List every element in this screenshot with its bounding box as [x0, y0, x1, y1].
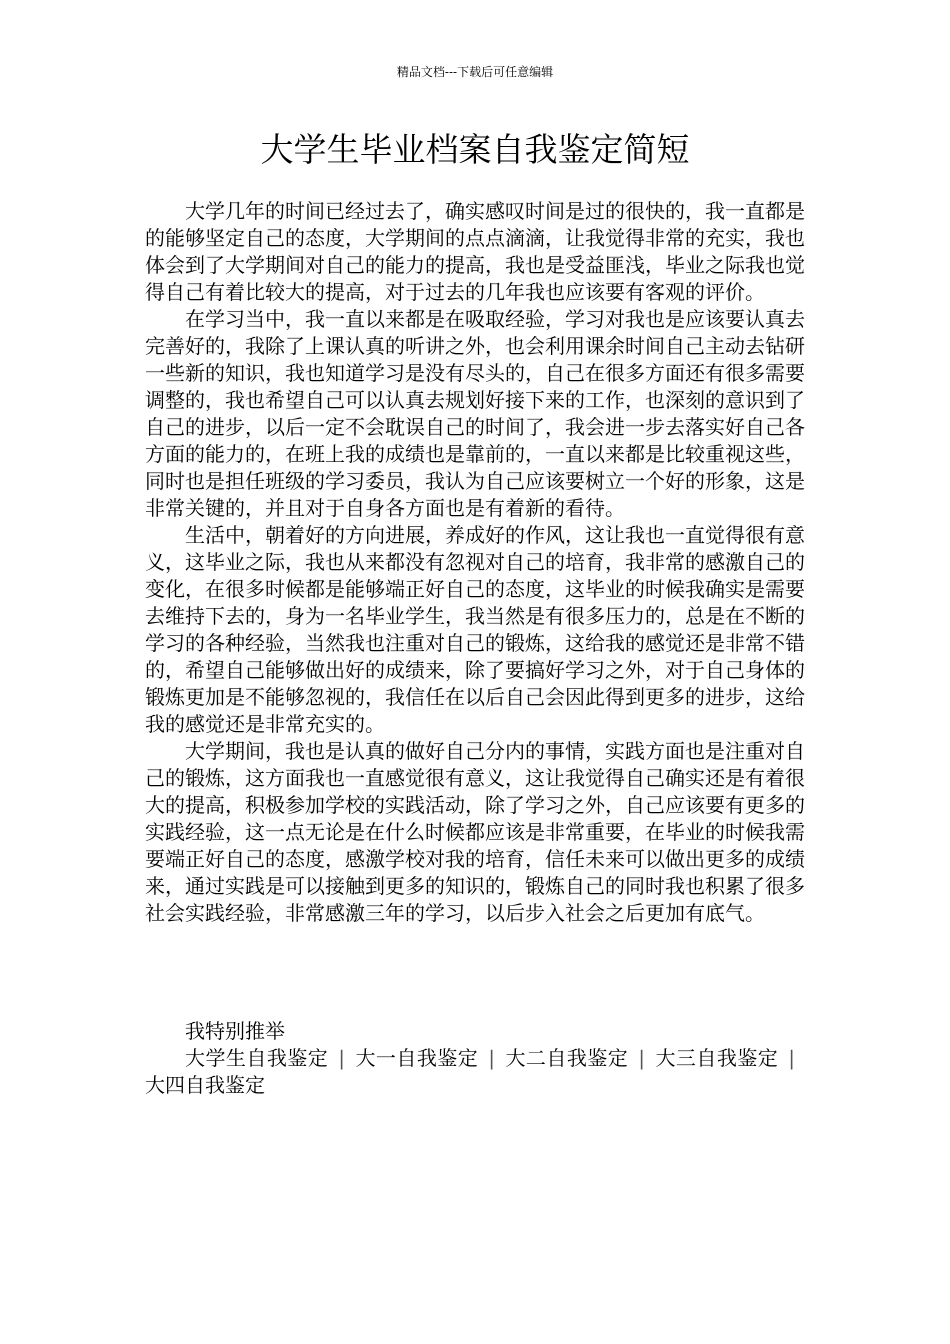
recommend-links	[145, 1045, 805, 1099]
link-separator: |	[488, 1046, 495, 1070]
paragraph: 在学习当中，我一直以来都是在吸取经验，学习对我也是应该要认真去完善好的，我除了上课认真的听讲之外，也会利用课余时间自己主动去钻研一些新的知识，我也知道学习是没有尽头的，自己在很多方面还有很多需要调整的，我也希望自己可以认真去规划好接下来的工作，也深刻的意识到了自己的进步，以后一定不会耽误自己的时间了，我会进一步去落实好自己各方面的能力的，在班上我的成绩也是靠前的，一直以来都是比较重视这些，同时也是担任班级的学习委员，我认为自己应该要树立一个好的形象，这是非常关键的，并且对于自身各方面也是有着新的看待。	[145, 307, 805, 520]
recommend-link-sophomore-self-evaluation[interactable]: 大二自我鉴定	[505, 1046, 629, 1070]
page-header-note: 精品文档---下载后可任意编辑	[396, 65, 554, 79]
link-separator: |	[338, 1046, 345, 1070]
paragraph: 大学期间，我也是认真的做好自己分内的事情，实践方面也是注重对自己的锻炼，这方面我也一直感觉很有意义，这让我觉得自己确实还是有着很大的提高，积极参加学校的实践活动，除了学习之外，自己应该要有更多的实践经验，这一点无论是在什么时候都应该是非常重要，在毕业的时候我需要端正好自己的态度，感激学校对我的培育，信任未来可以做出更多的成绩来，通过实践是可以接触到更多的知识的，锻炼自己的同时我也积累了很多社会实践经验，非常感激三年的学习，以后步入社会之后更加有底气。	[145, 739, 805, 925]
recommend-heading: 我特别推举	[185, 1019, 285, 1043]
link-separator: |	[638, 1046, 645, 1070]
recommend-link-junior-self-evaluation[interactable]: 大三自我鉴定	[655, 1046, 779, 1070]
paragraph: 生活中，朝着好的方向进展，养成好的作风，这让我也一直觉得很有意义，这毕业之际，我也从来都没有忽视对自己的培育，我非常的感激自己的变化，在很多时候都是能够端正好自己的态度，这毕业的时候我确实是需要去维持下去的，身为一名毕业学生，我当然是有很多压力的，总是在不断的学习的各种经验，当然我也注重对自己的锻炼，这给我的感觉还是非常不错的，希望自己能够做出好的成绩来，除了要搞好学习之外，对于自己身体的锻炼更加是不能够忽视的，我信任在以后自己会因此得到更多的进步，这给我的感觉还是非常充实的。	[145, 523, 805, 736]
recommend-section	[145, 1018, 805, 1099]
recommend-link-college-self-evaluation[interactable]: 大学生自我鉴定	[185, 1046, 329, 1070]
link-separator: |	[788, 1046, 796, 1070]
paragraph: 大学几年的时间已经过去了，确实感叹时间是过的很快的，我一直都是的能够坚定自己的态度，大学期间的点点滴滴，让我觉得非常的充实，我也体会到了大学期间对自己的能力的提高，我也是受益匪浅，毕业之际我也觉得自己有着比较大的提高，对于过去的几年我也应该要有客观的评价。	[145, 199, 805, 304]
document-title: 大学生毕业档案自我鉴定简短	[260, 130, 690, 169]
document-body	[145, 198, 805, 927]
recommend-link-freshman-self-evaluation[interactable]: 大一自我鉴定	[355, 1046, 479, 1070]
recommend-link-senior-self-evaluation[interactable]: 大四自我鉴定	[145, 1073, 265, 1097]
